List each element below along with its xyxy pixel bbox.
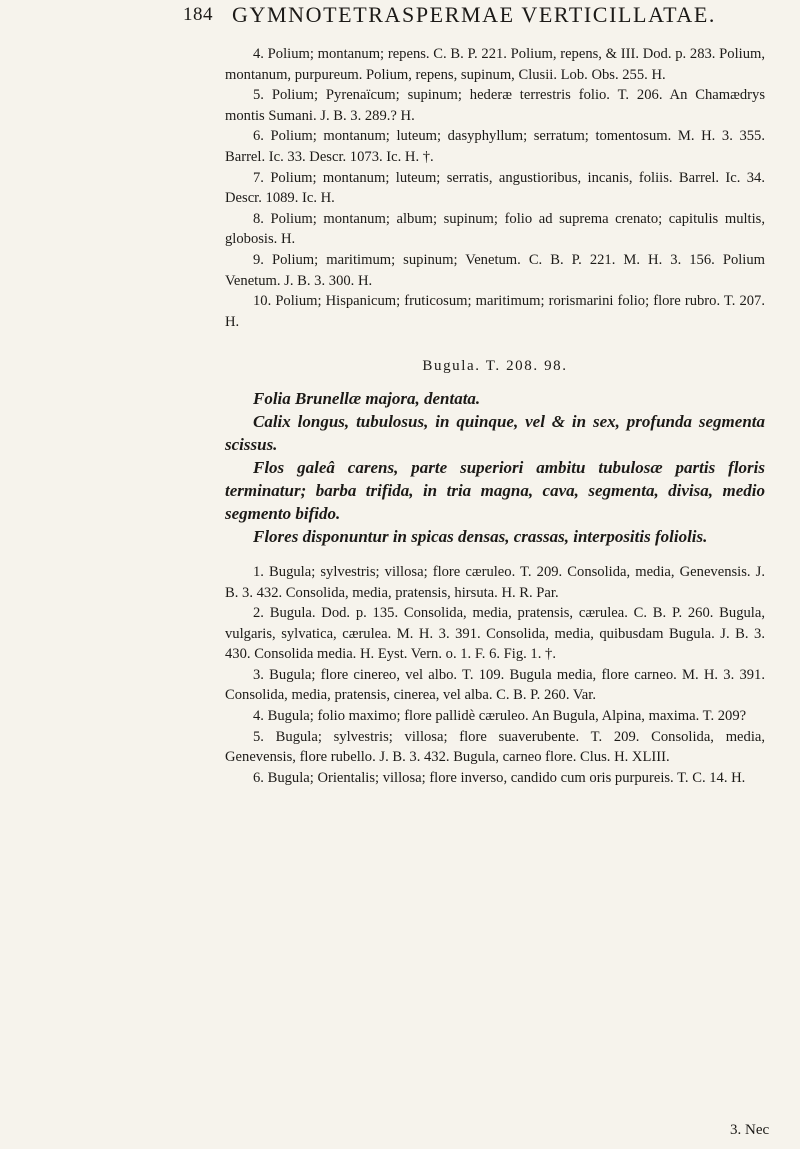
bugula-entry-3: 3. Bugula; flore cinereo, vel albo. T. 109. Bugula media, flore carneo. M. H. 3. 391. Consolida, media, pratensis, cinerea, vel alba. C. B. P. 260. Var. (225, 666, 765, 704)
body-text (225, 44, 765, 788)
bugula-entry-5: 5. Bugula; sylvestris; villosa; flore suaverubente. T. 209. Consolida, media, Genevensis, flore rubello. J. B. 3. 432. Bugula, carneo flore. Clus. H. XLIII. (225, 728, 765, 766)
bugula-entry-4: 4. Bugula; folio maximo; flore pallidè cæruleo. An Bugula, Alpina, maxima. T. 209? (253, 708, 747, 725)
bugula-entry-list (225, 562, 765, 789)
bugula-description-folia: Folia Brunellæ majora, dentata. (253, 388, 481, 408)
polium-entry-4: 4. Polium; montanum; repens. C. B. P. 221. Polium, repens, & III. Dod. p. 283. Polium, montanum, purpureum. Polium, repens, supinum, Clusii. Lob. Obs. 255. H. (225, 46, 765, 83)
running-head: GYMNOTETRASPERMAE VERTICILLATAE. (232, 2, 717, 27)
bugula-description-flores: Flores disponuntur in spicas densas, crassas, interpositis foliolis. (253, 526, 708, 546)
polium-entry-6: 6. Polium; montanum; luteum; dasyphyllum; serratum; tomentosum. M. H. 3. 355. Barrel. Ic. 33. Descr. 1073. Ic. H. †. (225, 128, 765, 165)
bugula-entry-6: 6. Bugula; Orientalis; villosa; flore inverso, candido cum oris purpureis. T. C. 14. H. (253, 769, 746, 786)
bugula-description-calix: Calix longus, tubulosus, in quinque, vel & in sex, profunda segmenta scissus. (225, 411, 765, 454)
bugula-entry-1: 1. Bugula; sylvestris; villosa; flore cæruleo. T. 209. Consolida, media, Genevensis. J. B. 3. 432. Consolida, media, pratensis, hirsuta. H. R. Par. (225, 563, 765, 601)
bugula-heading: Bugula. T. 208. 98. (422, 358, 568, 375)
polium-entry-8: 8. Polium; montanum; album; supinum; folio ad suprema crenato; capitulis multis, globosis. H. (225, 210, 765, 248)
catchword: 3. Nec (730, 1122, 770, 1138)
polium-entry-9: 9. Polium; maritimum; supinum; Venetum. C. B. P. 221. M. H. 3. 156. Polium Venetum. J. B. 3. 300. H. (225, 251, 765, 289)
page-number: 184 (183, 4, 213, 25)
polium-entry-7: 7. Polium; montanum; luteum; serratis, angustioribus, incanis, foliis. Barrel. Ic. 34. Descr. 1089. Ic. H. (225, 169, 765, 207)
bugula-entry-2: 2. Bugula. Dod. p. 135. Consolida, media, pratensis, cærulea. C. B. P. 260. Bugula, vulgaris, sylvatica, cærulea. M. H. 3. 391. Consolida, media, quibusdam Bugula. J. B. 3. 430. Consolida media. H. Eyst. Vern. o. 1. F. 6. Fig. 1. †. (225, 605, 765, 663)
polium-entry-5: 5. Polium; Pyrenaïcum; supinum; hederæ terrestris folio. T. 206. An Chamædrys montis Sumani. J. B. 3. 289.? H. (225, 87, 765, 124)
bugula-description-flos: Flos galeâ carens, parte superiori ambitu tubulosæ partis floris terminatur; barba trifida, in tria magna, cava, segmenta, divisa, medio segmento bifido. (225, 457, 765, 523)
polium-entry-10: 10. Polium; Hispanicum; fruticosum; maritimum; rorismarini folio; flore rubro. T. 207. H. (225, 293, 765, 330)
page-header (0, 0, 800, 44)
